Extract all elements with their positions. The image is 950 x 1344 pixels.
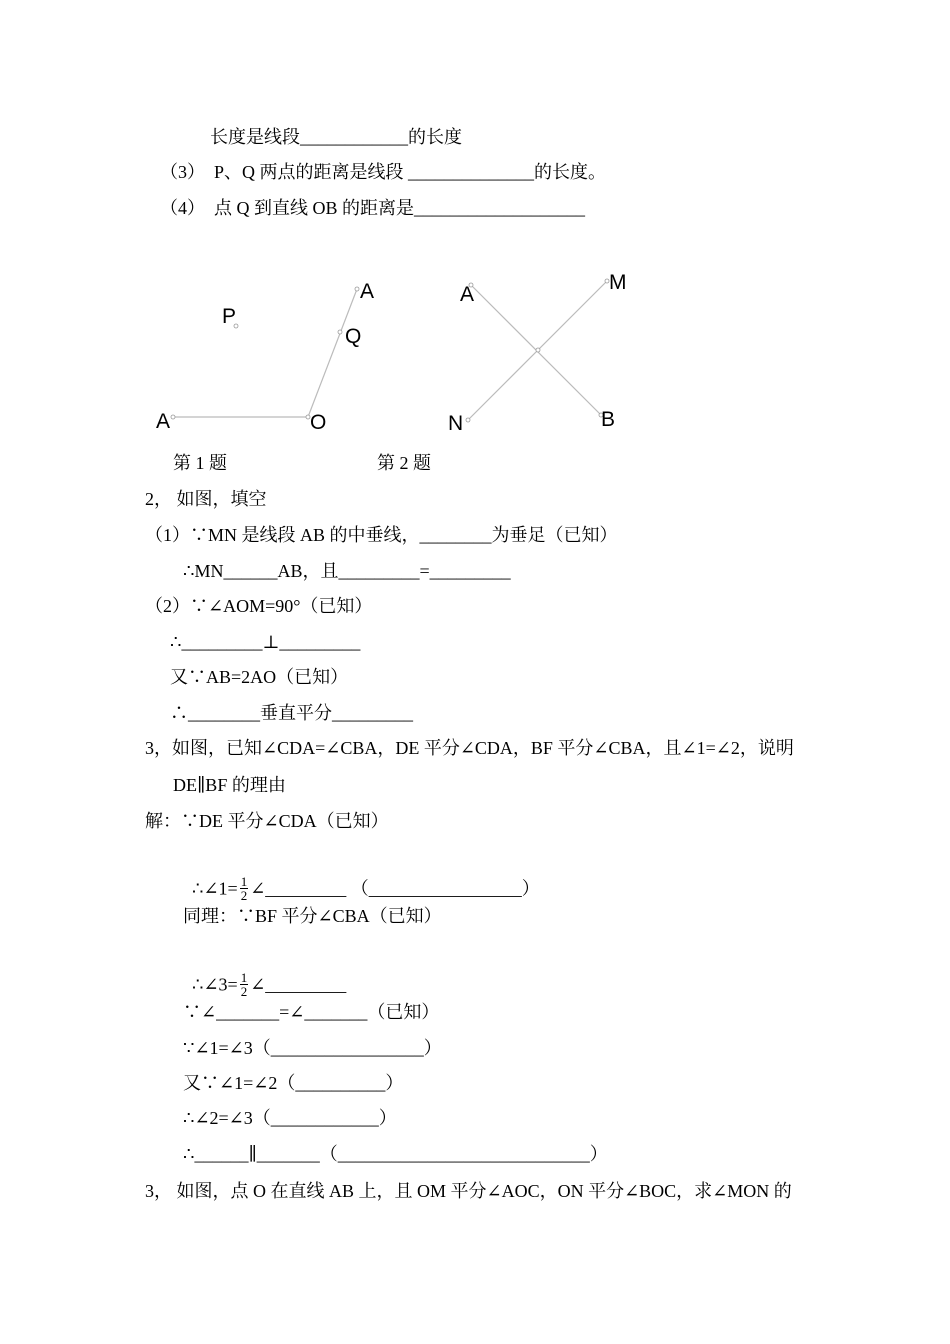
label-A-left: A [156, 410, 171, 433]
step-line: ∵∠1=∠3（_________________） [183, 1038, 442, 1058]
figure-2 [448, 271, 627, 435]
text-line: 又∵AB=2AO（已知） [170, 667, 349, 687]
question-3-title-cont: DE∥BF 的理由 [173, 775, 286, 795]
step-prefix: ∴∠3= [192, 974, 238, 995]
label-M: M [609, 271, 627, 294]
fraction-half [240, 971, 249, 998]
text-line: （2）∵∠AOM=90°（已知） [145, 596, 373, 616]
label-A: A [460, 283, 475, 306]
fraction-half [240, 875, 249, 902]
text-line: （3） P、Q 两点的距离是线段 ______________的长度。 [160, 162, 607, 182]
question-2-title: 2， 如图，填空 [145, 489, 267, 509]
text-line: 长度是线段____________的长度 [210, 127, 462, 147]
question-3-title: 3，如图，已知∠CDA=∠CBA，DE 平分∠CDA，BF 平分∠CBA，且∠1=∠2，说明 [145, 738, 794, 758]
label-O: O [310, 411, 327, 434]
label-A-top: A [360, 280, 375, 303]
figure-2-caption: 第 2 题 [377, 453, 431, 473]
text-line: （1）∵MN 是线段 AB 的中垂线，________为垂足（已知） [145, 525, 618, 545]
geometry-figures [0, 265, 950, 485]
text-line: （4） 点 Q 到直线 OB 的距离是___________________ [160, 198, 586, 218]
fraction-denominator: 2 [240, 888, 248, 903]
step-suffix: ∠_________ [250, 974, 347, 995]
solution-line: 解：∵DE 平分∠CDA（已知） [145, 811, 389, 831]
label-Q: Q [345, 325, 362, 348]
fraction-numerator: 1 [240, 970, 248, 985]
step-line: 又∵∠1=∠2（__________） [183, 1073, 404, 1093]
fraction-denominator: 2 [240, 984, 248, 999]
step-line [183, 855, 540, 904]
text-line: ∴_________⊥_________ [170, 632, 361, 652]
label-B: B [601, 408, 616, 431]
label-N: N [448, 412, 464, 435]
step-line [183, 951, 346, 1000]
step-suffix: ∠_________ （_________________） [250, 878, 540, 899]
fraction-numerator: 1 [240, 874, 248, 889]
figure-1-caption: 第 1 题 [173, 453, 227, 473]
step-line: ∴______∥_______（____________________________） [183, 1144, 608, 1164]
text-line: ∴MN______AB，且_________=_________ [183, 561, 511, 581]
label-P: P [222, 305, 237, 328]
step-prefix: ∴∠1= [192, 878, 238, 899]
figure-1 [156, 280, 374, 434]
step-line: ∵∠_______=∠_______（已知） [183, 1002, 440, 1022]
step-line: ∴∠2=∠3（____________） [183, 1108, 397, 1128]
question-4-title: 3， 如图，点 O 在直线 AB 上，且 OM 平分∠AOC，ON 平分∠BOC，求∠MON 的 [145, 1181, 792, 1201]
text-line: ∴________垂直平分_________ [170, 703, 413, 723]
step-line: 同理：∵BF 平分∠CBA（已知） [183, 906, 442, 926]
